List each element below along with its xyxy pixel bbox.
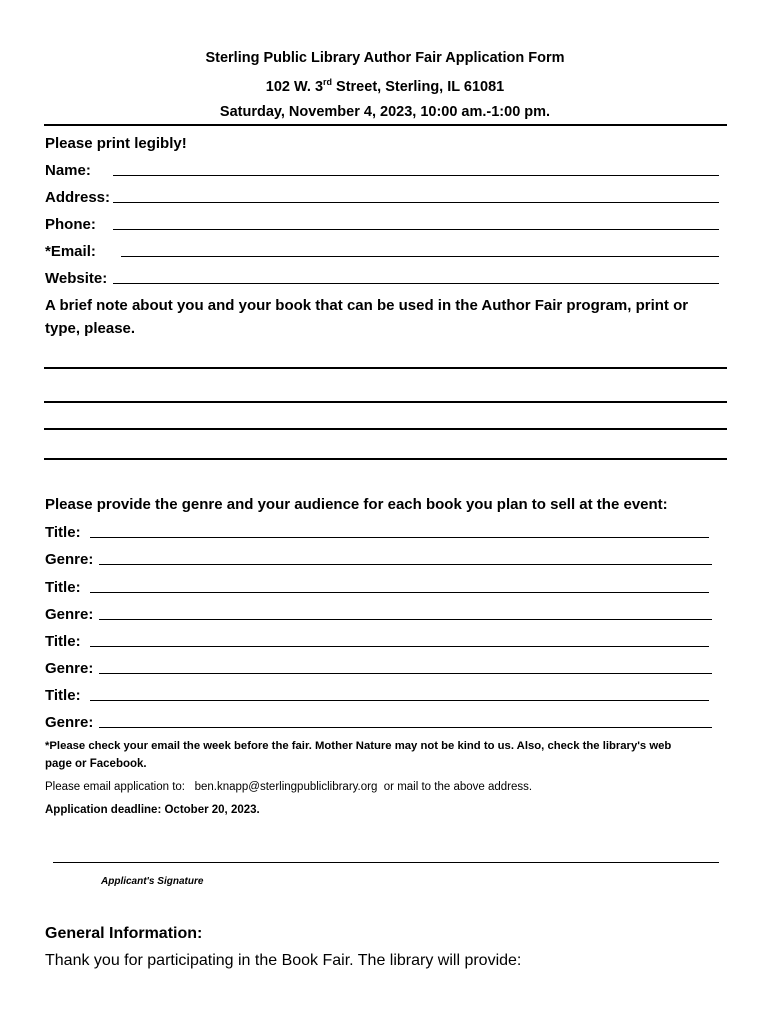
genre-label: Genre: [45,714,94,731]
title-field-3[interactable] [45,632,709,650]
note-prompt-line2: type, please. [45,320,136,337]
event-date: Saturday, November 4, 2023, 10:00 am.-1:00 pm. [219,104,551,120]
address-label: Address: [45,189,111,206]
general-info-heading: General Information: [45,925,203,942]
website-field[interactable] [45,269,719,287]
email-check-note-line1: *Please check your email the week before the fair. Mother Nature may not be kind to us. Also, check the library's web [45,740,672,752]
phone-line[interactable] [113,215,719,230]
genre-field-2[interactable] [45,605,712,623]
signature-label: Applicant's Signature [101,876,204,887]
genre-field-3[interactable] [45,659,712,677]
genre-label: Genre: [45,551,94,568]
title-label: Title: [45,633,81,650]
note-line-1[interactable] [44,367,727,369]
email-label: *Email: [45,243,96,260]
website-line[interactable] [113,269,719,284]
title-line-4[interactable] [90,686,709,701]
address-ordinal: rd [323,77,333,87]
title-label: Title: [45,687,81,704]
title-field-1[interactable] [45,523,709,541]
genre-line-2[interactable] [99,605,712,620]
title-label: Title: [45,524,81,541]
name-label: Name: [45,162,91,179]
title-line-1[interactable] [90,523,709,538]
signature-line[interactable] [53,862,719,863]
genre-line-4[interactable] [99,713,712,728]
title-line-3[interactable] [90,632,709,647]
address-street: Street, Sterling, IL 61081 [332,78,505,95]
email-application-prefix: Please email application to: [45,781,185,793]
books-prompt: Please provide the genre and your audience for each book you plan to sell at the event: [45,496,668,513]
website-label: Website: [45,270,108,287]
title-field-4[interactable] [45,686,709,704]
note-line-4[interactable] [44,458,727,460]
name-field[interactable] [45,161,719,179]
phone-label: Phone: [45,216,96,233]
email-check-note-line2: page or Facebook. [45,758,147,770]
note-prompt-line1: A brief note about you and your book that can be used in the Author Fair program, print or [45,297,689,314]
genre-field-1[interactable] [45,550,712,568]
email-line[interactable] [121,242,719,257]
email-address-link[interactable]: ben.knapp@sterlingpubliclibrary.org [194,781,378,793]
address-field[interactable] [45,188,719,206]
application-deadline: Application deadline: October 20, 2023. [45,804,260,816]
note-line-3[interactable] [44,428,727,430]
genre-line-3[interactable] [99,659,712,674]
general-info-text: Thank you for participating in the Book Fair. The library will provide: [45,952,522,969]
email-application-note [45,781,532,793]
name-line[interactable] [113,161,719,176]
form-title: Sterling Public Library Author Fair Application Form [205,50,565,66]
library-address [0,77,770,95]
title-label: Title: [45,579,81,596]
title-field-2[interactable] [45,578,709,596]
email-application-suffix: or mail to the above address. [383,781,533,793]
genre-label: Genre: [45,606,94,623]
phone-field[interactable] [45,215,719,233]
print-instruction: Please print legibly! [45,135,187,152]
title-line-2[interactable] [90,578,709,593]
email-field[interactable] [45,242,719,260]
address-number: 102 W. 3 [265,78,324,95]
genre-label: Genre: [45,660,94,677]
header-divider [44,124,727,126]
genre-field-4[interactable] [45,713,712,731]
note-line-2[interactable] [44,401,727,403]
genre-line-1[interactable] [99,550,712,565]
address-line[interactable] [113,188,719,203]
